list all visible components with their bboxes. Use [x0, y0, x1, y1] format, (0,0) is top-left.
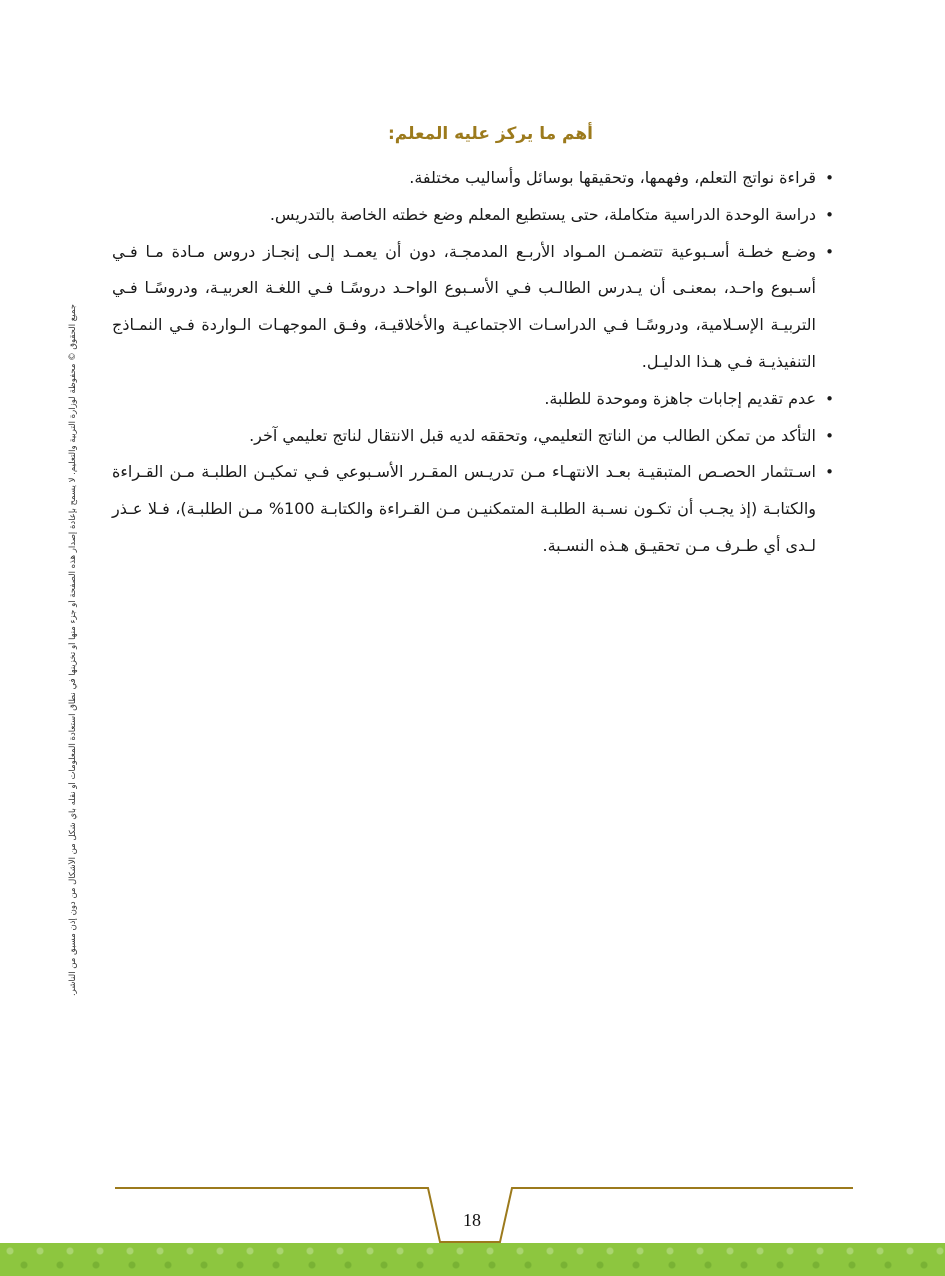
list-item [112, 197, 834, 234]
bullet-icon: • [825, 389, 834, 408]
bullet-list [112, 160, 834, 565]
list-item-text: التأكد من تمكن الطالب من الناتج التعليمي، وتحققه لديه قبل الانتقال لناتج تعليمي آخر. [249, 425, 816, 445]
list-item-text: اسـتثمار الحصـص المتبقيـة بعـد الانتهـاء مـن تدريـس المقـرر الأسـبوعي فـي تمكيـن الطلبـة مـن القـراءة والكتابـة (إذ يجـب أن تكـون نسـبة الطلبـة المتمكنيـن مـن القـراءة والكتابـة 100% مـن الطلبـة)، فـلا عـذر لـدى أي طـرف مـن تحقيـق هـذه النسـبة. [112, 462, 816, 555]
list-item [112, 234, 834, 381]
list-item [112, 160, 834, 197]
list-item [112, 418, 834, 455]
list-item-text: وضـع خطـة أسـبوعية تتضمـن المـواد الأربـع المدمجـة، دون أن يعمـد إلـى إنجـاز دروس مـادة مـا فـي أسـبوع واحـد، بمعنـى أن يـدرس الطالـب فـي الأسـبوع الواحـد دروسًـا فـي اللغـة العربيـة، ودروسًـا فـي التربيـة الإسـلامية، ودروسًـا فـي الدراسـات الاجتماعيـة والأخلاقيـة، وفـق الموجهـات الـواردة فـي النمـاذج التنفيذيـة فـي هـذا الدليـل. [112, 241, 816, 371]
body-text [112, 160, 834, 565]
bullet-icon: • [825, 426, 834, 445]
list-item-text: قراءة نواتج التعلم، وفهمها، وتحقيقها بوسائل وأساليب مختلفة. [409, 168, 816, 187]
bullet-icon: • [825, 463, 834, 482]
footer-band [0, 1243, 945, 1276]
section-heading: أهم ما يركز عليه المعلم: [387, 124, 593, 144]
bullet-icon: • [825, 242, 834, 261]
copyright-note: جميع الحقوق © محفوظة لوزارة التربية والتعليم. لا يسمح بإعادة إصدار هذه الصفحة أو جزء منها أو تخزينها في نطاق استعادة المعلومات أو نقله بأي شكل من الأشكال من دون إذن مسبق من الناشر. [68, 303, 78, 997]
list-item [112, 381, 834, 418]
list-item-text: دراسة الوحدة الدراسية متكاملة، حتى يستطيع المعلم وضع خطته الخاصة بالتدريس. [269, 204, 816, 224]
list-item [112, 454, 834, 564]
page-number: 18 [463, 1210, 481, 1230]
bullet-icon: • [825, 205, 834, 224]
list-item-text: عدم تقديم إجابات جاهزة وموحدة للطلبة. [544, 388, 816, 408]
bullet-icon: • [825, 169, 834, 187]
